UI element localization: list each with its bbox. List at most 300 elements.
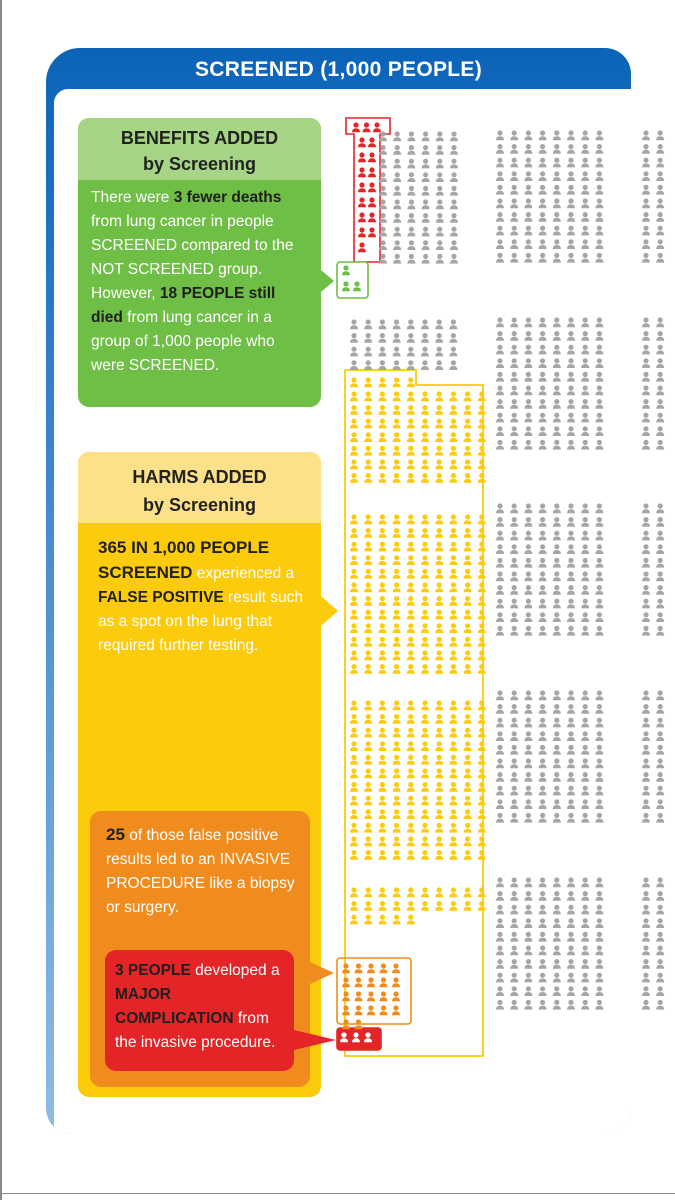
person-icon [478,901,486,911]
person-icon [496,690,504,700]
person-icon [407,131,415,141]
person-icon [642,959,650,969]
person-icon [656,317,664,327]
person-icon [581,745,589,755]
person-icon [393,159,401,169]
person-icon [642,731,650,741]
person-icon [656,426,664,436]
person-icon [656,531,664,541]
person-icon [464,700,472,710]
person-icon [421,473,429,483]
person-icon [422,213,430,223]
person-icon [581,932,589,942]
person-icon [567,973,575,983]
person-icon [449,582,457,592]
person-icon [595,212,603,222]
person-icon [553,799,561,809]
person-icon [567,385,575,395]
person-icon [496,558,504,568]
person-icon [539,959,547,969]
person-icon [524,877,532,887]
person-icon [524,253,532,263]
person-icon [364,836,372,846]
person-icon [449,887,457,897]
person-icon [581,626,589,636]
person-icon [524,130,532,140]
person-icon [464,514,472,524]
person-icon [642,612,650,622]
person-icon [656,253,664,263]
person-icon [407,700,415,710]
person-icon [378,582,386,592]
person-icon [393,809,401,819]
person-icon [539,905,547,915]
person-icon [449,459,457,469]
person-icon [393,782,401,792]
person-icon [656,503,664,513]
person-icon [524,426,532,436]
person-icon [478,796,486,806]
person-icon [464,459,472,469]
person-icon [510,786,518,796]
person-icon [539,413,547,423]
person-icon [496,385,504,395]
person-icon [378,664,386,674]
person-icon [464,405,472,415]
person-icon [350,582,358,592]
person-icon [524,239,532,249]
person-icon [435,596,443,606]
person-icon [524,786,532,796]
person-icon [422,186,430,196]
person-icon [510,358,518,368]
person-icon [496,612,504,622]
person-icon [539,212,547,222]
person-icon [595,198,603,208]
person-icon [581,599,589,609]
person-icon [496,973,504,983]
person-icon [496,704,504,714]
person-icon [407,796,415,806]
person-icon [350,569,358,579]
person-icon [421,347,429,357]
person-icon [539,317,547,327]
person-icon [435,542,443,552]
person-icon [449,360,457,370]
person-icon [478,459,486,469]
person-icon [435,514,443,524]
person-icon [656,413,664,423]
person-icon [567,626,575,636]
benefits-heading-line1: BENEFITS ADDED [120,128,279,148]
person-icon [496,877,504,887]
person-icon [496,758,504,768]
person-icon [378,755,386,765]
person-icon [510,399,518,409]
person-icon [478,768,486,778]
person-icon [421,714,429,724]
person-icon [642,918,650,928]
person-icon [364,542,372,552]
person-icon [553,358,561,368]
person-icon [393,360,401,370]
person-icon [642,786,650,796]
person-icon [553,385,561,395]
benefits-text-1: There were [91,189,174,206]
person-icon [581,385,589,395]
person-icon [553,731,561,741]
person-icon [524,226,532,236]
person-icon [510,544,518,554]
person-icon [364,377,372,387]
person-icon [364,700,372,710]
person-icon [553,626,561,636]
harms-heading-line2: by Screening [142,495,257,515]
person-icon [567,185,575,195]
person-icon [407,728,415,738]
person-icon [435,637,443,647]
person-icon [407,582,415,592]
person-icon [656,331,664,341]
person-icon [581,772,589,782]
person-icon [364,319,372,329]
person-icon [510,317,518,327]
person-icon [510,758,518,768]
person-icon [553,198,561,208]
person-icon [364,333,372,343]
person-icon [553,226,561,236]
person-icon [435,333,443,343]
person-icon [407,542,415,552]
person-icon [595,358,603,368]
person-icon [392,977,400,987]
person-icon [553,986,561,996]
person-icon [364,528,372,538]
person-icon [407,419,415,429]
person-icon [567,226,575,236]
person-icon [581,130,589,140]
person-icon [642,158,650,168]
person-icon [378,782,386,792]
person-icon [539,399,547,409]
person-icon [553,745,561,755]
person-icon [378,915,386,925]
person-icon [496,239,504,249]
person-icon [524,986,532,996]
person-icon [553,171,561,181]
person-icon [436,227,444,237]
person-icon [581,704,589,714]
person-icon [393,186,401,196]
person-icon [378,901,386,911]
person-icon [642,239,650,249]
person-icon [393,755,401,765]
person-icon [581,959,589,969]
person-icon [378,809,386,819]
person-icon [350,473,358,483]
person-icon [393,172,401,182]
person-icon [553,612,561,622]
person-icon [464,850,472,860]
person-icon [350,347,358,357]
person-icon [567,331,575,341]
person-icon [524,212,532,222]
person-icon [355,977,363,987]
person-icon [421,850,429,860]
person-icon [539,158,547,168]
person-icon [539,331,547,341]
person-icon [642,877,650,887]
person-icon [567,704,575,714]
person-icon [510,612,518,622]
person-icon [393,623,401,633]
person-icon [581,399,589,409]
person-icon [567,731,575,741]
person-icon [393,741,401,751]
person-icon [553,1000,561,1010]
person-icon [524,317,532,327]
harms-text-2: result such as a spot on the lung that required further testing. [98,589,304,654]
person-icon [553,331,561,341]
person-icon [510,704,518,714]
person-icon [539,171,547,181]
person-icon [478,664,486,674]
person-icon [378,836,386,846]
person-icon [407,650,415,660]
person-icon [364,887,372,897]
person-icon [581,877,589,887]
person-icon [595,585,603,595]
person-icon [407,664,415,674]
person-icon [496,440,504,450]
person-icon [656,571,664,581]
person-icon [364,473,372,483]
person-icon [567,799,575,809]
person-icon [553,372,561,382]
person-icon [364,569,372,579]
person-icon [539,731,547,741]
person-icon [524,440,532,450]
person-icon [567,959,575,969]
person-icon [478,755,486,765]
person-icon [358,152,366,162]
person-icon [642,813,650,823]
person-icon [350,360,358,370]
person-icon [421,901,429,911]
person-icon [436,172,444,182]
person-icon [553,239,561,249]
person-icon [539,239,547,249]
person-icon [378,596,386,606]
person-icon [567,758,575,768]
person-icon [407,836,415,846]
person-icon [656,345,664,355]
person-icon [407,213,415,223]
person-icon [581,918,589,928]
person-icon [393,459,401,469]
person-icon [378,333,386,343]
person-icon [595,704,603,714]
person-icon [393,610,401,620]
person-icon [581,612,589,622]
person-icon [595,185,603,195]
person-icon [350,850,358,860]
person-icon [656,399,664,409]
person-icon [539,358,547,368]
person-icon [524,517,532,527]
person-icon [421,836,429,846]
person-icon [510,440,518,450]
person-icon [539,531,547,541]
person-icon [553,932,561,942]
person-icon [581,558,589,568]
person-icon [358,182,366,192]
person-icon [595,758,603,768]
person-icon [567,253,575,263]
person-icon [378,887,386,897]
person-icon [595,130,603,140]
person-icon [539,786,547,796]
person-icon [422,199,430,209]
person-icon [553,786,561,796]
person-icon [642,426,650,436]
person-icon [595,372,603,382]
person-icon [642,891,650,901]
person-icon [539,745,547,755]
person-icon [496,945,504,955]
person-icon [435,664,443,674]
harms-strong-2: FALSE POSITIVE [98,589,224,606]
person-icon [642,372,650,382]
person-icon [364,714,372,724]
person-icon [378,528,386,538]
person-icon [364,782,372,792]
person-icon [510,531,518,541]
person-icon [378,542,386,552]
person-icon [435,319,443,329]
person-icon [407,333,415,343]
person-icon [656,813,664,823]
person-icon [595,253,603,263]
person-icon [595,918,603,928]
person-icon [496,585,504,595]
person-icon [656,517,664,527]
person-icon [364,391,372,401]
person-icon [496,932,504,942]
person-icon [367,963,375,973]
person-icon [380,991,388,1001]
person-icon [392,1005,400,1015]
person-icon [496,144,504,154]
person-icon [364,796,372,806]
person-icon [510,799,518,809]
person-icon [539,690,547,700]
person-icon [350,741,358,751]
person-icon [435,755,443,765]
person-icon [407,915,415,925]
person-icon [364,405,372,415]
person-icon [553,503,561,513]
person-icon [350,755,358,765]
person-icon [449,542,457,552]
person-icon [656,1000,664,1010]
person-icon [656,544,664,554]
person-icon [393,850,401,860]
person-icon [364,728,372,738]
invasive-text-1: of those false positive results led to an INVASIVE PROCEDURE like a biopsy or surgery. [106,827,295,916]
person-icon [407,901,415,911]
person-icon [364,915,372,925]
person-icon [656,612,664,622]
person-icon [496,1000,504,1010]
person-icon [581,239,589,249]
person-icon [464,796,472,806]
person-icon [524,358,532,368]
person-icon [656,799,664,809]
person-icon [378,714,386,724]
person-icon [380,1005,388,1015]
person-icon [450,254,458,264]
person-icon [393,728,401,738]
person-icon [595,959,603,969]
person-icon [567,413,575,423]
complication-strong-2: MAJOR COMPLICATION [115,986,234,1027]
person-icon [581,1000,589,1010]
person-icon [421,741,429,751]
person-icon [539,517,547,527]
person-icon [350,650,358,660]
person-icon [407,637,415,647]
person-icon [567,558,575,568]
person-icon [393,473,401,483]
person-icon [464,836,472,846]
person-icon [524,585,532,595]
person-icon [656,585,664,595]
person-icon [435,405,443,415]
person-icon [464,782,472,792]
person-icon [436,254,444,264]
person-icon [407,377,415,387]
person-icon [567,772,575,782]
person-icon [581,786,589,796]
person-icon [421,796,429,806]
person-icon [478,741,486,751]
person-icon [435,582,443,592]
person-icon [656,877,664,887]
person-icon [421,555,429,565]
person-icon [539,372,547,382]
person-icon [435,473,443,483]
person-icon [364,582,372,592]
person-icon [464,623,472,633]
person-icon [567,317,575,327]
person-icon [595,945,603,955]
person-icon [510,905,518,915]
person-icon [524,973,532,983]
person-icon [642,413,650,423]
person-icon [524,531,532,541]
person-icon [393,333,401,343]
person-icon [567,239,575,249]
person-icon [478,542,486,552]
person-icon [421,650,429,660]
person-icon [539,544,547,554]
person-icon [464,542,472,552]
person-icon [393,319,401,329]
person-icon [553,426,561,436]
person-icon [422,254,430,264]
person-icon [478,714,486,724]
